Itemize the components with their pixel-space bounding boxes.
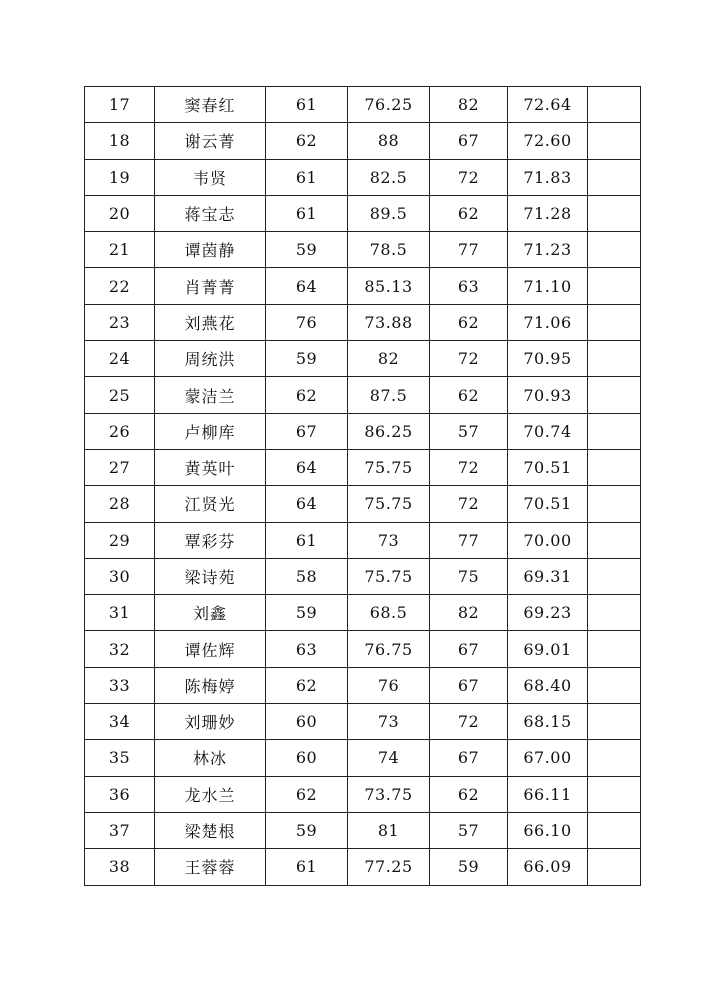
name-cell: 蒙洁兰 — [155, 377, 266, 413]
score1-cell: 62 — [266, 776, 348, 812]
note-cell — [588, 849, 641, 885]
score3-cell: 62 — [430, 776, 508, 812]
total-cell: 70.51 — [508, 486, 588, 522]
table-row — [85, 558, 641, 594]
score2-cell: 73 — [348, 522, 430, 558]
table-row — [85, 667, 641, 703]
score3-cell: 72 — [430, 159, 508, 195]
score3-cell: 67 — [430, 740, 508, 776]
note-cell — [588, 123, 641, 159]
score2-cell: 73 — [348, 704, 430, 740]
note-cell — [588, 486, 641, 522]
note-cell — [588, 341, 641, 377]
table-row — [85, 704, 641, 740]
name-cell: 黄英叶 — [155, 449, 266, 485]
score3-cell: 63 — [430, 268, 508, 304]
rank-cell: 33 — [85, 667, 155, 703]
score3-cell: 77 — [430, 232, 508, 268]
name-cell: 谭茵静 — [155, 232, 266, 268]
name-cell: 刘珊妙 — [155, 704, 266, 740]
total-cell: 67.00 — [508, 740, 588, 776]
note-cell — [588, 377, 641, 413]
total-cell: 70.93 — [508, 377, 588, 413]
note-cell — [588, 631, 641, 667]
rank-cell: 20 — [85, 195, 155, 231]
rank-cell: 32 — [85, 631, 155, 667]
table-row — [85, 486, 641, 522]
note-cell — [588, 87, 641, 123]
table-row — [85, 268, 641, 304]
note-cell — [588, 304, 641, 340]
rank-cell: 17 — [85, 87, 155, 123]
score2-cell: 75.75 — [348, 486, 430, 522]
score2-cell: 87.5 — [348, 377, 430, 413]
note-cell — [588, 413, 641, 449]
rank-cell: 25 — [85, 377, 155, 413]
note-cell — [588, 449, 641, 485]
rank-cell: 31 — [85, 595, 155, 631]
score1-cell: 60 — [266, 740, 348, 776]
total-cell: 71.23 — [508, 232, 588, 268]
score2-cell: 85.13 — [348, 268, 430, 304]
total-cell: 69.01 — [508, 631, 588, 667]
total-cell: 66.11 — [508, 776, 588, 812]
table-row — [85, 304, 641, 340]
score2-cell: 68.5 — [348, 595, 430, 631]
table-row — [85, 740, 641, 776]
rank-cell: 18 — [85, 123, 155, 159]
score1-cell: 61 — [266, 849, 348, 885]
score1-cell: 64 — [266, 449, 348, 485]
rank-cell: 36 — [85, 776, 155, 812]
table-row — [85, 595, 641, 631]
note-cell — [588, 522, 641, 558]
score3-cell: 62 — [430, 195, 508, 231]
name-cell: 王蓉蓉 — [155, 849, 266, 885]
name-cell: 肖菁菁 — [155, 268, 266, 304]
table-row — [85, 87, 641, 123]
note-cell — [588, 812, 641, 848]
table-row — [85, 776, 641, 812]
rank-cell: 37 — [85, 812, 155, 848]
name-cell: 蒋宝志 — [155, 195, 266, 231]
rank-cell: 30 — [85, 558, 155, 594]
total-cell: 66.09 — [508, 849, 588, 885]
score1-cell: 62 — [266, 667, 348, 703]
score3-cell: 57 — [430, 413, 508, 449]
rank-cell: 21 — [85, 232, 155, 268]
total-cell: 68.40 — [508, 667, 588, 703]
score2-cell: 78.5 — [348, 232, 430, 268]
name-cell: 窦春红 — [155, 87, 266, 123]
name-cell: 刘鑫 — [155, 595, 266, 631]
table-row — [85, 341, 641, 377]
note-cell — [588, 195, 641, 231]
score1-cell: 61 — [266, 522, 348, 558]
total-cell: 71.83 — [508, 159, 588, 195]
name-cell: 梁诗苑 — [155, 558, 266, 594]
score2-cell: 73.88 — [348, 304, 430, 340]
score2-cell: 75.75 — [348, 558, 430, 594]
name-cell: 覃彩芬 — [155, 522, 266, 558]
name-cell: 谢云菁 — [155, 123, 266, 159]
table-row — [85, 159, 641, 195]
note-cell — [588, 595, 641, 631]
score3-cell: 67 — [430, 631, 508, 667]
score2-cell: 76.25 — [348, 87, 430, 123]
name-cell: 韦贤 — [155, 159, 266, 195]
rank-cell: 27 — [85, 449, 155, 485]
score2-cell: 76 — [348, 667, 430, 703]
rank-cell: 34 — [85, 704, 155, 740]
name-cell: 谭佐辉 — [155, 631, 266, 667]
score1-cell: 64 — [266, 268, 348, 304]
score1-cell: 59 — [266, 812, 348, 848]
rank-cell: 38 — [85, 849, 155, 885]
score1-cell: 59 — [266, 595, 348, 631]
name-cell: 刘燕花 — [155, 304, 266, 340]
table-row — [85, 232, 641, 268]
score3-cell: 72 — [430, 341, 508, 377]
score3-cell: 72 — [430, 704, 508, 740]
score2-cell: 74 — [348, 740, 430, 776]
note-cell — [588, 704, 641, 740]
note-cell — [588, 159, 641, 195]
score3-cell: 82 — [430, 87, 508, 123]
score3-cell: 75 — [430, 558, 508, 594]
note-cell — [588, 667, 641, 703]
rank-cell: 19 — [85, 159, 155, 195]
score3-cell: 82 — [430, 595, 508, 631]
note-cell — [588, 776, 641, 812]
score1-cell: 59 — [266, 232, 348, 268]
name-cell: 江贤光 — [155, 486, 266, 522]
total-cell: 71.06 — [508, 304, 588, 340]
rank-cell: 24 — [85, 341, 155, 377]
name-cell: 龙水兰 — [155, 776, 266, 812]
rank-cell: 22 — [85, 268, 155, 304]
name-cell: 梁楚根 — [155, 812, 266, 848]
score1-cell: 58 — [266, 558, 348, 594]
score2-cell: 89.5 — [348, 195, 430, 231]
rank-cell: 35 — [85, 740, 155, 776]
table-row — [85, 522, 641, 558]
table-row — [85, 449, 641, 485]
score2-cell: 76.75 — [348, 631, 430, 667]
score2-cell: 81 — [348, 812, 430, 848]
score3-cell: 59 — [430, 849, 508, 885]
table-row — [85, 812, 641, 848]
score1-cell: 59 — [266, 341, 348, 377]
note-cell — [588, 268, 641, 304]
table-row — [85, 849, 641, 885]
score2-cell: 75.75 — [348, 449, 430, 485]
table-row — [85, 195, 641, 231]
score1-cell: 62 — [266, 377, 348, 413]
score2-cell: 86.25 — [348, 413, 430, 449]
score3-cell: 67 — [430, 667, 508, 703]
score2-cell: 73.75 — [348, 776, 430, 812]
score1-cell: 61 — [266, 195, 348, 231]
score2-cell: 88 — [348, 123, 430, 159]
score1-cell: 76 — [266, 304, 348, 340]
rank-cell: 23 — [85, 304, 155, 340]
total-cell: 72.60 — [508, 123, 588, 159]
note-cell — [588, 740, 641, 776]
score-table — [84, 86, 641, 886]
table-row — [85, 631, 641, 667]
score3-cell: 72 — [430, 486, 508, 522]
total-cell: 68.15 — [508, 704, 588, 740]
total-cell: 71.28 — [508, 195, 588, 231]
score1-cell: 62 — [266, 123, 348, 159]
score1-cell: 61 — [266, 87, 348, 123]
total-cell: 71.10 — [508, 268, 588, 304]
note-cell — [588, 558, 641, 594]
total-cell: 69.31 — [508, 558, 588, 594]
total-cell: 69.23 — [508, 595, 588, 631]
score1-cell: 64 — [266, 486, 348, 522]
rank-cell: 29 — [85, 522, 155, 558]
note-cell — [588, 232, 641, 268]
score1-cell: 60 — [266, 704, 348, 740]
name-cell: 周统洪 — [155, 341, 266, 377]
score2-cell: 82.5 — [348, 159, 430, 195]
total-cell: 70.74 — [508, 413, 588, 449]
rank-cell: 28 — [85, 486, 155, 522]
score2-cell: 82 — [348, 341, 430, 377]
table-row — [85, 123, 641, 159]
score3-cell: 62 — [430, 377, 508, 413]
score3-cell: 67 — [430, 123, 508, 159]
score3-cell: 72 — [430, 449, 508, 485]
score1-cell: 67 — [266, 413, 348, 449]
total-cell: 66.10 — [508, 812, 588, 848]
score1-cell: 61 — [266, 159, 348, 195]
table-row — [85, 413, 641, 449]
total-cell: 70.51 — [508, 449, 588, 485]
score3-cell: 77 — [430, 522, 508, 558]
name-cell: 卢柳库 — [155, 413, 266, 449]
total-cell: 72.64 — [508, 87, 588, 123]
table-row — [85, 377, 641, 413]
score-table-body — [85, 87, 641, 886]
rank-cell: 26 — [85, 413, 155, 449]
score2-cell: 77.25 — [348, 849, 430, 885]
score3-cell: 62 — [430, 304, 508, 340]
score1-cell: 63 — [266, 631, 348, 667]
total-cell: 70.95 — [508, 341, 588, 377]
score3-cell: 57 — [430, 812, 508, 848]
total-cell: 70.00 — [508, 522, 588, 558]
name-cell: 陈梅婷 — [155, 667, 266, 703]
name-cell: 林冰 — [155, 740, 266, 776]
